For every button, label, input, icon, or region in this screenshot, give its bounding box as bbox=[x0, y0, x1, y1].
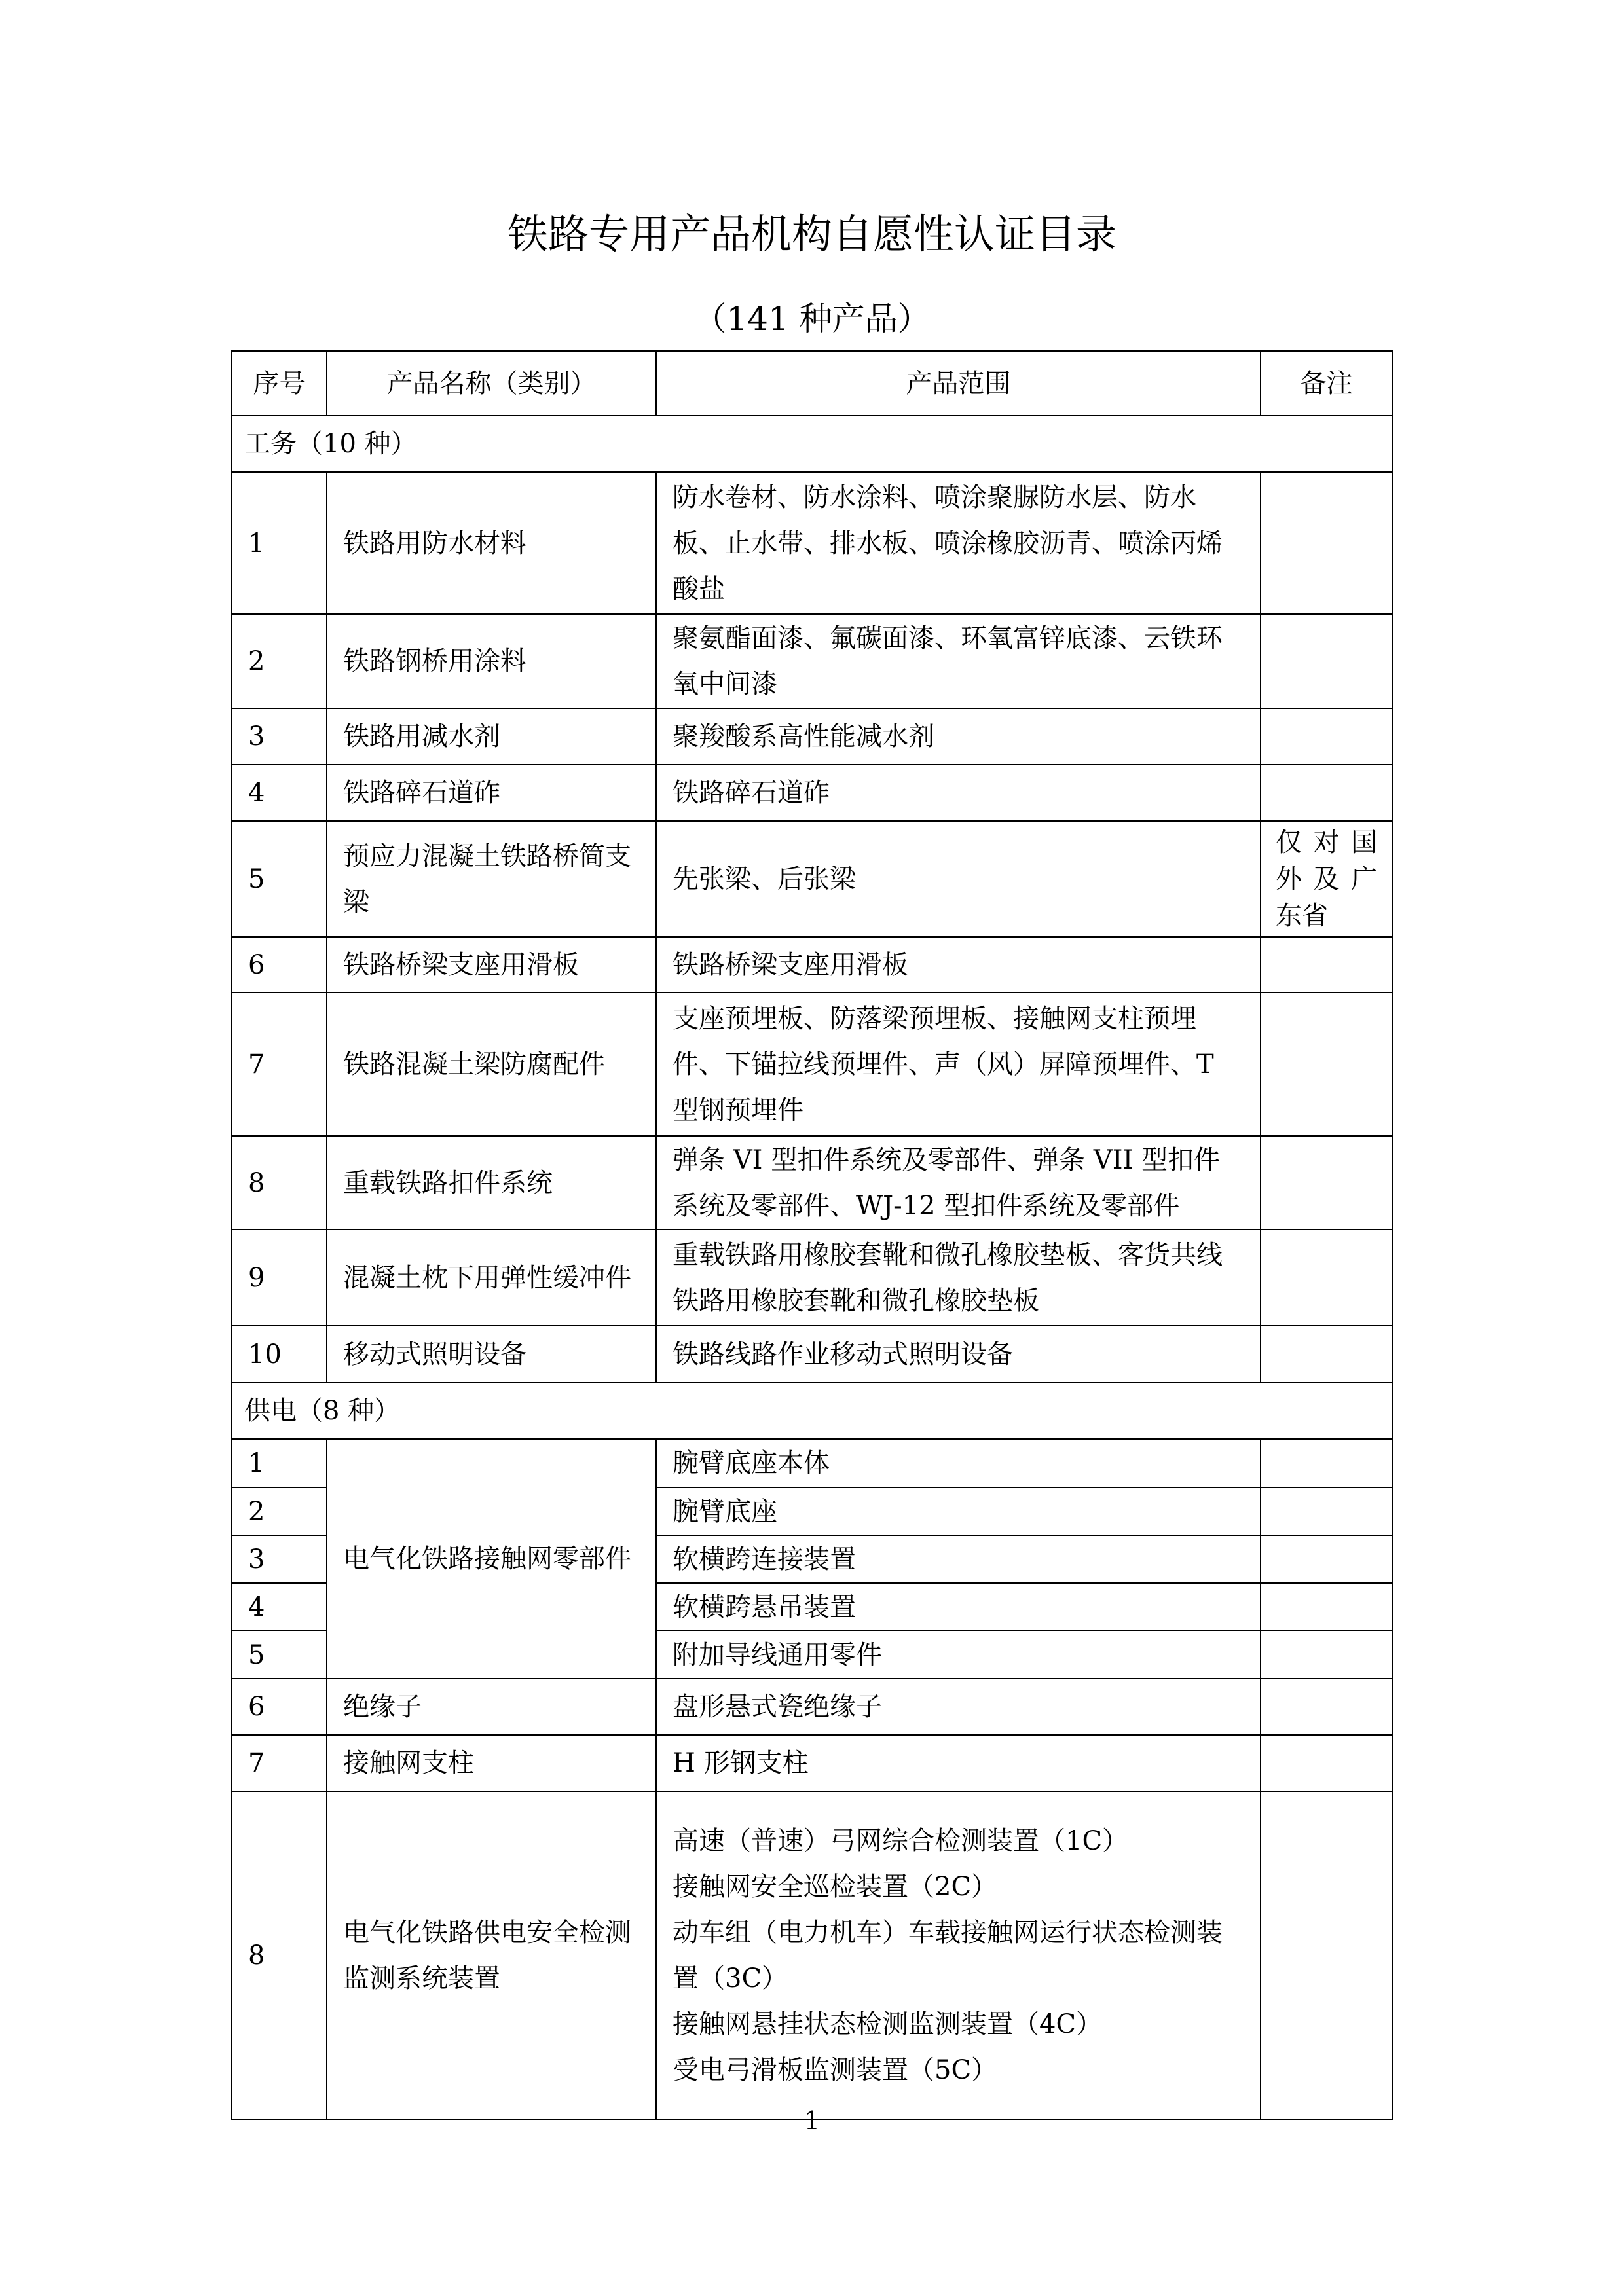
section-row-track bbox=[232, 416, 1392, 472]
row-remark bbox=[1261, 1631, 1392, 1679]
row-product-name: 移动式照明设备 bbox=[327, 1326, 656, 1383]
row-product-scope: 聚羧酸系高性能减水剂 bbox=[656, 708, 1261, 765]
row-product-scope: 防水卷材、防水涂料、喷涂聚脲防水层、防水板、止水带、排水板、喷涂橡胶沥青、喷涂丙烯酸盐 bbox=[656, 472, 1261, 614]
row-serial: 2 bbox=[232, 1487, 327, 1535]
remark-line: 仅对国 bbox=[1276, 827, 1377, 858]
row-product-name: 铁路混凝土梁防腐配件 bbox=[327, 993, 656, 1136]
row-product-name: 铁路碎石道砟 bbox=[327, 765, 656, 821]
row-serial: 8 bbox=[232, 1791, 327, 2119]
row-remark bbox=[1261, 1439, 1392, 1487]
certification-catalog-table bbox=[231, 350, 1393, 2120]
row-serial: 6 bbox=[232, 937, 327, 993]
row-product-scope: 先张梁、后张梁 bbox=[656, 821, 1261, 937]
table-row bbox=[232, 614, 1392, 708]
row-product-scope: 支座预埋板、防落梁预埋板、接触网支柱预埋件、下锚拉线预埋件、声（风）屏障预埋件、T 型钢预埋件 bbox=[656, 993, 1261, 1136]
scope-line: 高速（普速）弓网综合检测装置（1C） bbox=[673, 1825, 1129, 1856]
row-product-scope: 弹条 VI 型扣件系统及零部件、弹条 VII 型扣件系统及零部件、WJ-12 型扣件系统及零部件 bbox=[656, 1136, 1261, 1230]
row-serial: 8 bbox=[232, 1136, 327, 1230]
row-product-name: 重载铁路扣件系统 bbox=[327, 1136, 656, 1230]
row-product-name: 混凝土枕下用弹性缓冲件 bbox=[327, 1230, 656, 1326]
page-number: 1 bbox=[803, 2106, 821, 2135]
row-remark bbox=[1261, 1679, 1392, 1735]
row-product-scope: 铁路桥梁支座用滑板 bbox=[656, 937, 1261, 993]
table-row bbox=[232, 937, 1392, 993]
row-serial: 7 bbox=[232, 1735, 327, 1791]
row-product-scope: 盘形悬式瓷绝缘子 bbox=[656, 1679, 1261, 1735]
row-product-name: 铁路钢桥用涂料 bbox=[327, 614, 656, 708]
row-serial: 10 bbox=[232, 1326, 327, 1383]
row-serial: 2 bbox=[232, 614, 327, 708]
row-serial: 7 bbox=[232, 993, 327, 1136]
table-row bbox=[232, 1679, 1392, 1735]
row-serial: 5 bbox=[232, 821, 327, 937]
row-product-scope: 聚氨酯面漆、氟碳面漆、环氧富锌底漆、云铁环氧中间漆 bbox=[656, 614, 1261, 708]
row-product-name: 电气化铁路供电安全检测监测系统装置 bbox=[327, 1791, 656, 2119]
remark-line: 东省 bbox=[1276, 900, 1328, 931]
scope-line: 接触网悬挂状态检测监测装置（4C） bbox=[673, 2009, 1103, 2039]
table-header-row bbox=[232, 351, 1392, 416]
row-remark bbox=[1261, 1487, 1392, 1535]
table-row bbox=[232, 821, 1392, 937]
row-product-scope: 重载铁路用橡胶套靴和微孔橡胶垫板、客货共线铁路用橡胶套靴和微孔橡胶垫板 bbox=[656, 1230, 1261, 1326]
header-product-scope: 产品范围 bbox=[656, 351, 1261, 416]
row-serial: 3 bbox=[232, 1535, 327, 1583]
row-remark bbox=[1261, 993, 1392, 1136]
row-remark bbox=[1261, 765, 1392, 821]
row-product-scope: 铁路碎石道砟 bbox=[656, 765, 1261, 821]
table-row bbox=[232, 472, 1392, 614]
document-subtitle: （141 种产品） bbox=[693, 300, 931, 338]
header-product-name: 产品名称（类别） bbox=[327, 351, 656, 416]
row-remark bbox=[1261, 614, 1392, 708]
scope-line: 动车组（电力机车）车载接触网运行状态检测装置（3C） bbox=[673, 1917, 1223, 1994]
table-row bbox=[232, 708, 1392, 765]
row-remark bbox=[1261, 1230, 1392, 1326]
row-product-scope: 软横跨悬吊装置 bbox=[656, 1583, 1261, 1631]
row-remark bbox=[1261, 1326, 1392, 1383]
row-product-name: 铁路用减水剂 bbox=[327, 708, 656, 765]
row-serial: 9 bbox=[232, 1230, 327, 1326]
remark-line: 外及广 bbox=[1276, 864, 1377, 894]
scope-line: 接触网安全巡检装置（2C） bbox=[673, 1871, 998, 1902]
section-label: 供电（8 种） bbox=[232, 1383, 1392, 1439]
row-product-name: 铁路桥梁支座用滑板 bbox=[327, 937, 656, 993]
row-serial: 3 bbox=[232, 708, 327, 765]
table-row bbox=[232, 765, 1392, 821]
row-remark bbox=[1261, 821, 1392, 937]
row-serial: 1 bbox=[232, 472, 327, 614]
row-remark bbox=[1261, 1136, 1392, 1230]
row-product-name: 预应力混凝土铁路桥简支梁 bbox=[327, 821, 656, 937]
table-row bbox=[232, 1735, 1392, 1791]
row-serial: 5 bbox=[232, 1631, 327, 1679]
table-row bbox=[232, 1326, 1392, 1383]
document-title: 铁路专用产品机构自愿性认证目录 bbox=[507, 210, 1116, 258]
row-product-scope: 铁路线路作业移动式照明设备 bbox=[656, 1326, 1261, 1383]
row-serial: 4 bbox=[232, 1583, 327, 1631]
row-product-scope: 附加导线通用零件 bbox=[656, 1631, 1261, 1679]
row-product-scope: 软横跨连接装置 bbox=[656, 1535, 1261, 1583]
row-remark bbox=[1261, 1791, 1392, 2119]
row-remark bbox=[1261, 1583, 1392, 1631]
row-product-scope: 腕臂底座本体 bbox=[656, 1439, 1261, 1487]
header-serial: 序号 bbox=[232, 351, 327, 416]
section-label: 工务（10 种） bbox=[232, 416, 1392, 472]
row-remark bbox=[1261, 472, 1392, 614]
row-remark bbox=[1261, 708, 1392, 765]
table-row bbox=[232, 1230, 1392, 1326]
row-serial: 1 bbox=[232, 1439, 327, 1487]
row-product-name: 绝缘子 bbox=[327, 1679, 656, 1735]
row-product-name: 电气化铁路接触网零部件 bbox=[327, 1439, 656, 1679]
section-row-power-supply bbox=[232, 1383, 1392, 1439]
row-product-name: 铁路用防水材料 bbox=[327, 472, 656, 614]
row-product-scope: 腕臂底座 bbox=[656, 1487, 1261, 1535]
row-product-scope: H 形钢支柱 bbox=[656, 1735, 1261, 1791]
row-remark bbox=[1261, 937, 1392, 993]
row-product-scope bbox=[656, 1791, 1261, 2119]
row-remark bbox=[1261, 1735, 1392, 1791]
header-remark: 备注 bbox=[1261, 351, 1392, 416]
table-row bbox=[232, 1439, 1392, 1487]
table-row bbox=[232, 1136, 1392, 1230]
table-row bbox=[232, 993, 1392, 1136]
scope-line: 受电弓滑板监测装置（5C） bbox=[673, 2054, 998, 2085]
table-row bbox=[232, 1791, 1392, 2119]
row-remark bbox=[1261, 1535, 1392, 1583]
row-product-name: 接触网支柱 bbox=[327, 1735, 656, 1791]
row-serial: 6 bbox=[232, 1679, 327, 1735]
row-serial: 4 bbox=[232, 765, 327, 821]
